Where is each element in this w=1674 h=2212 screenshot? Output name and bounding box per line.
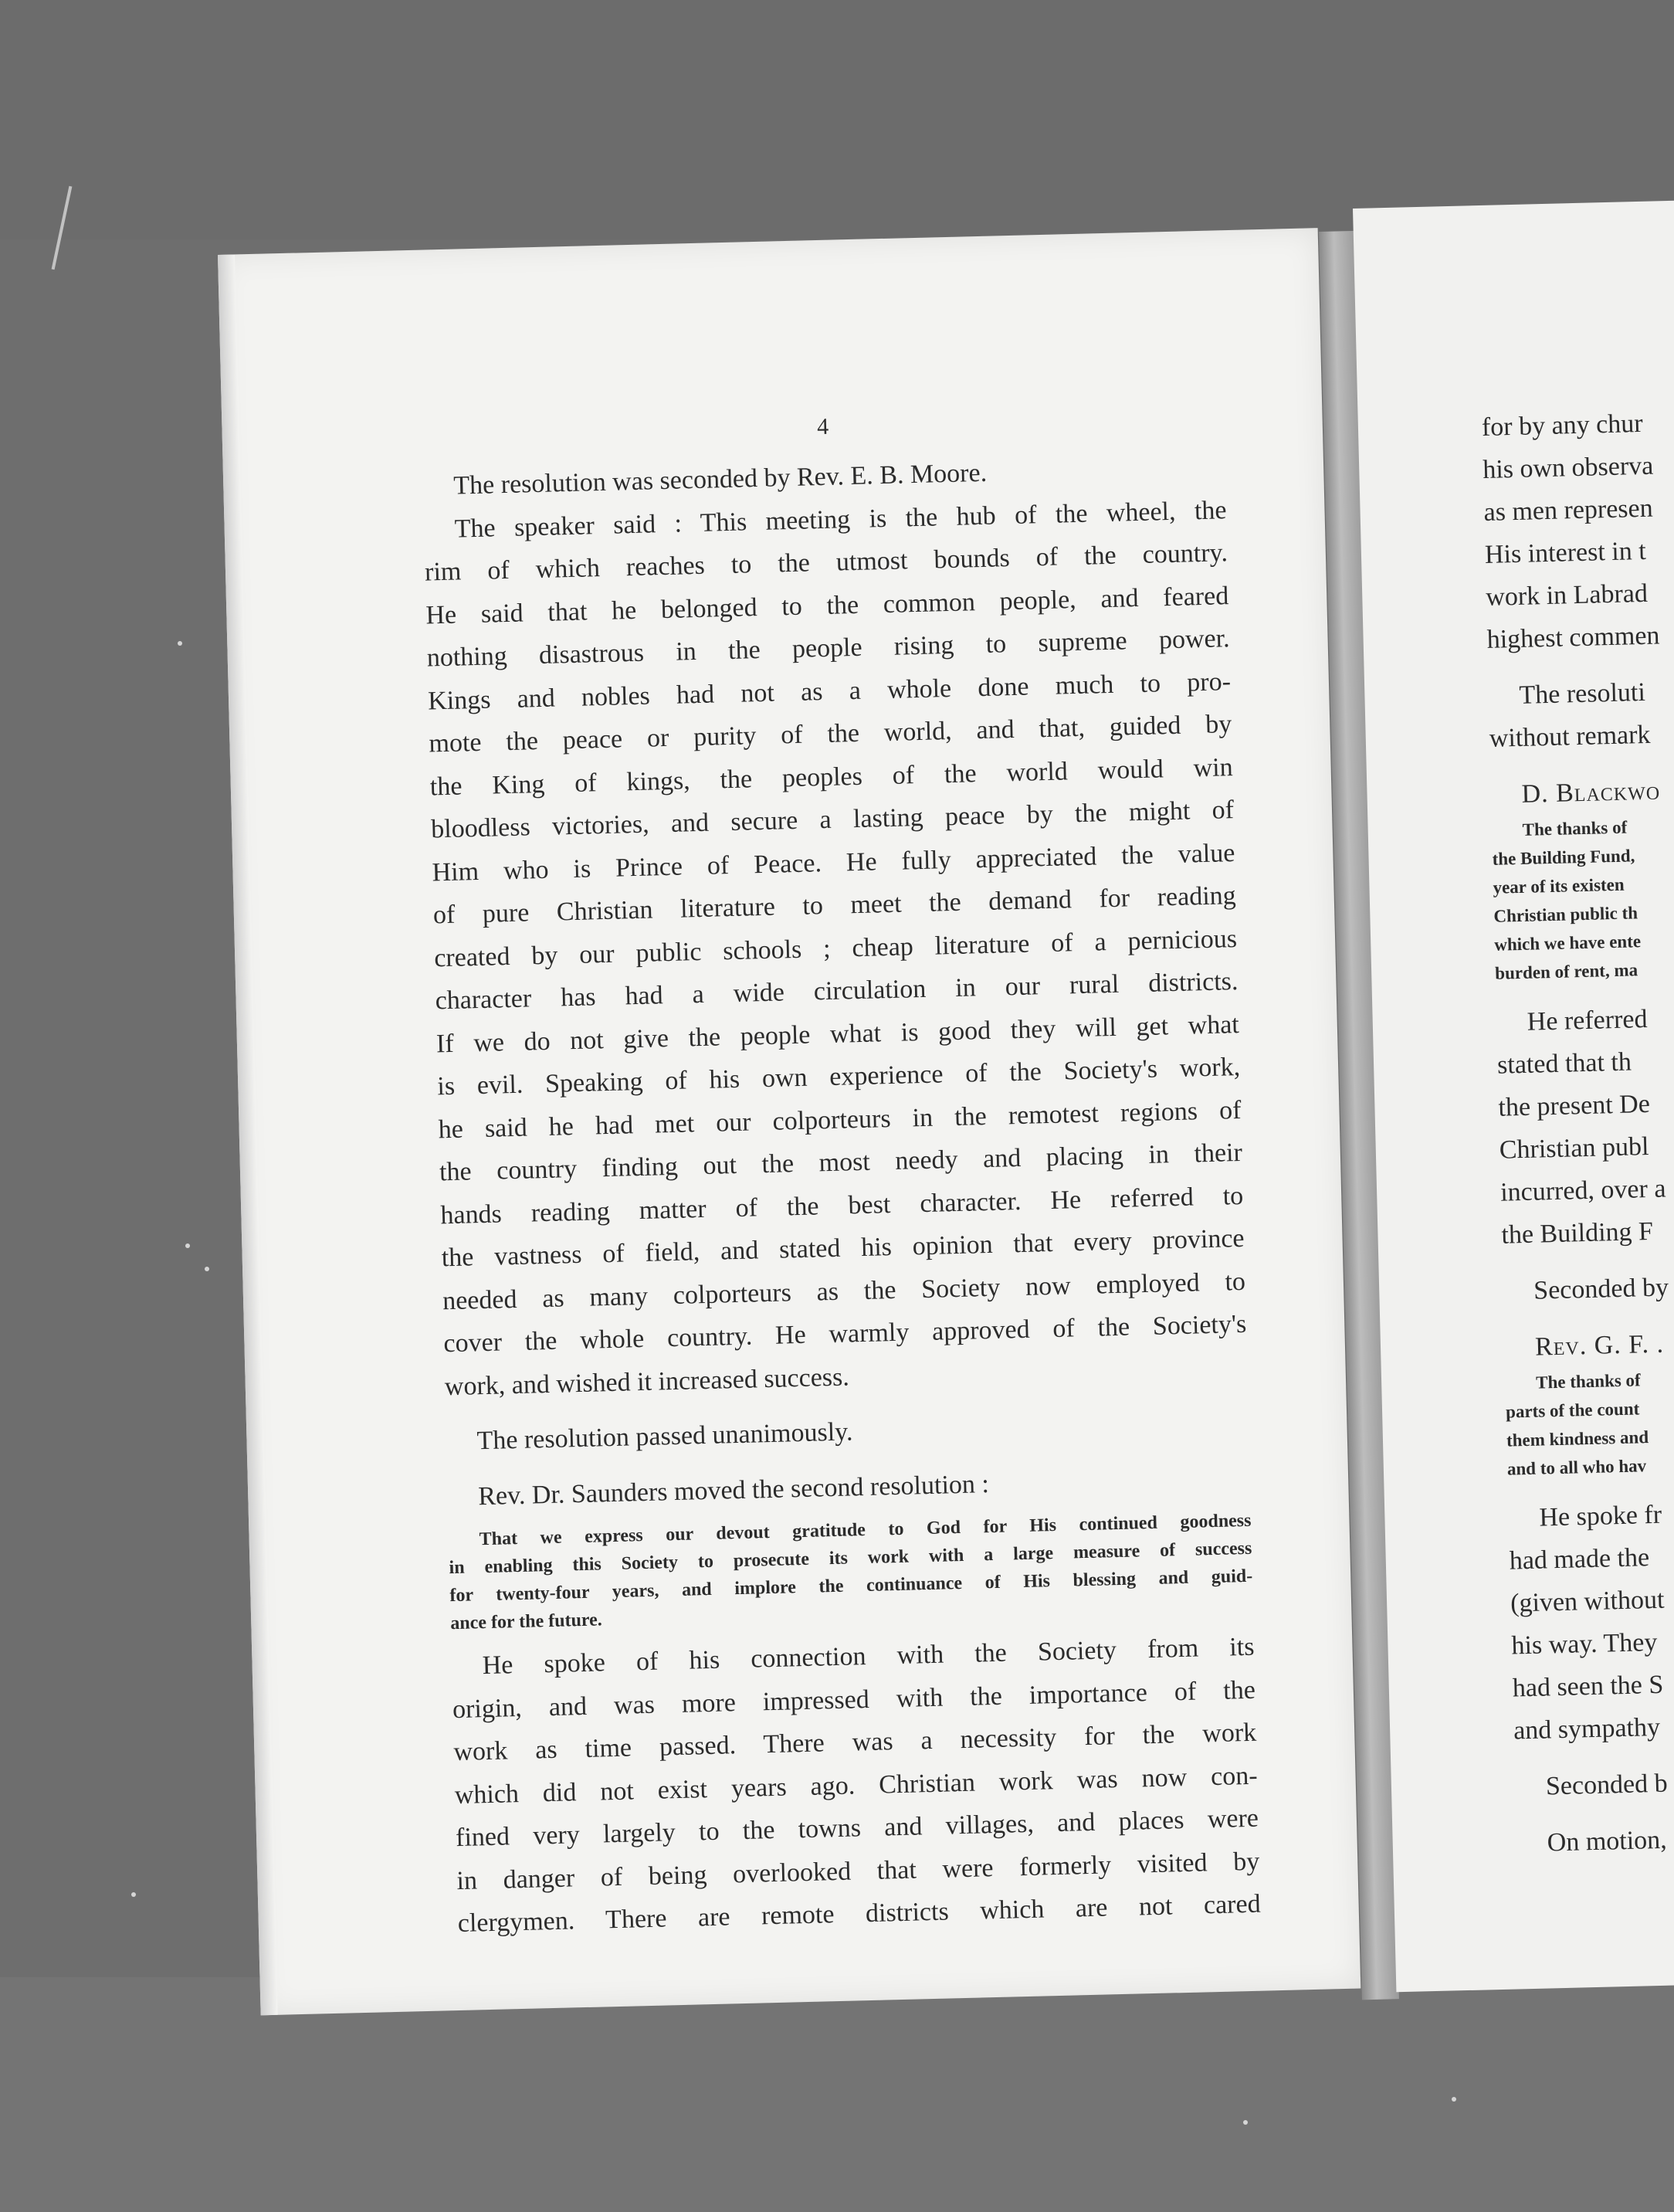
- text-line: His interest in t: [1484, 536, 1647, 569]
- left-page: [218, 228, 1361, 2015]
- text-line: cover the whole country. He warmly approved of the Society's: [443, 1309, 1247, 1359]
- text-line: He spoke fr: [1539, 1500, 1662, 1532]
- text-line: and to all who hav: [1506, 1456, 1647, 1479]
- text-line: He said that he belonged to the common people, and feared: [425, 581, 1229, 630]
- text-line: for by any chur: [1481, 409, 1644, 442]
- text-line: highest commen: [1486, 621, 1660, 654]
- text-line: work in Labrad: [1485, 578, 1649, 612]
- text-line: Seconded by: [1533, 1273, 1669, 1305]
- scanner-background-top: [0, 0, 1674, 239]
- text-line: his own observa: [1482, 451, 1654, 484]
- text-line: The thanks of: [1522, 817, 1628, 840]
- text-line: D. Blackwo: [1521, 776, 1661, 809]
- text-line: On motion,: [1547, 1825, 1668, 1857]
- text-line: The thanks of: [1535, 1370, 1641, 1393]
- left-page-text: [421, 404, 1261, 1945]
- text-line: the Building F: [1501, 1216, 1654, 1250]
- right-page-text: [1481, 399, 1674, 1865]
- text-line: and sympathy: [1513, 1712, 1661, 1746]
- right-page: [1353, 200, 1674, 1993]
- scanner-background-bottom: [0, 1977, 1674, 2212]
- paragraph-second-resolution: Rev. Dr. Saunders moved the second resolution :: [477, 1469, 990, 1511]
- text-line: the country finding out the most needy and placing in their: [439, 1138, 1243, 1187]
- text-line: year of its existen: [1493, 874, 1625, 897]
- text-line: as men represen: [1483, 494, 1654, 527]
- text-line: in danger of being overlooked that were formerly visited by: [456, 1847, 1260, 1895]
- text-line: parts of the count: [1505, 1399, 1640, 1422]
- text-line: the King of kings, the peoples of the world would win: [429, 752, 1234, 801]
- text-line: for twenty-four years, and implore the continuance of His blessing and guid-: [449, 1566, 1253, 1606]
- text-line: bloodless victories, and secure a lasting peace by the might of: [430, 796, 1235, 844]
- dust-speck: [205, 1267, 209, 1271]
- text-line: That we express our devout gratitude to God for His continued goodness: [479, 1510, 1252, 1550]
- text-line: work, and wished it increased success.: [444, 1362, 850, 1401]
- text-line: is evil. Speaking of his own experience of the Society's work,: [436, 1052, 1241, 1101]
- text-line: needed as many colporteurs as the Society now employed to: [442, 1267, 1246, 1315]
- text-line: He spoke of his connection with the Society from its: [482, 1632, 1255, 1681]
- text-line: the Building Fund,: [1492, 846, 1635, 869]
- text-line: burden of rent, ma: [1494, 960, 1638, 983]
- text-line: had made the: [1509, 1543, 1650, 1576]
- text-line: character has had a wide circulation in our rural districts.: [435, 967, 1239, 1016]
- text-line: Kings and nobles had not as a whole done much to pro-: [427, 667, 1232, 716]
- text-line: of pure Christian literature to meet the demand for reading: [432, 881, 1237, 930]
- text-line: in enabling this Society to prosecute its work with a large measure of success: [449, 1538, 1252, 1579]
- text-line: them kindness and: [1506, 1427, 1649, 1450]
- paragraph-connection: [451, 1626, 1261, 1946]
- text-line: The resolution was seconded by Rev. E. B. Moore.: [452, 458, 988, 500]
- text-line: created by our public schools ; cheap literature of a pernicious: [433, 924, 1238, 972]
- text-line: the present De: [1498, 1089, 1651, 1122]
- text-line: If we do not give the people what is good they will get what: [435, 1009, 1240, 1058]
- text-line: The speaker said : This meeting is the hub of the wheel, the: [454, 495, 1227, 544]
- text-line: clergymen. There are remote districts which are not cared: [457, 1889, 1262, 1939]
- dust-speck: [131, 1892, 136, 1897]
- text-line: his way. They: [1511, 1627, 1658, 1661]
- text-line: Him who is Prince of Peace. He fully appreciated the value: [432, 838, 1235, 887]
- text-line: origin, and was more impressed with the importance of the: [452, 1675, 1256, 1724]
- text-line: work as time passed. There was a necessity for the work: [453, 1718, 1257, 1767]
- text-line: hands reading matter of the best character. He referred to: [440, 1181, 1244, 1230]
- text-line: without remark: [1489, 720, 1651, 753]
- text-line: Christian publ: [1499, 1132, 1649, 1165]
- paragraph-passed: The resolution passed unanimously.: [476, 1417, 853, 1456]
- text-line: nothing disastrous in the people rising to supreme power.: [426, 624, 1230, 673]
- dust-speck: [178, 641, 182, 646]
- text-line: mote the peace or purity of the world, and that, guided by: [429, 710, 1232, 758]
- text-line: Christian public th: [1493, 903, 1638, 926]
- text-line: (given without: [1510, 1585, 1665, 1618]
- text-line: had seen the S: [1512, 1670, 1664, 1703]
- text-line: incurred, over a: [1499, 1174, 1666, 1207]
- text-line: fined very largely to the towns and villages, and places were: [455, 1803, 1259, 1853]
- page-number: 4: [816, 413, 829, 440]
- text-line: ance for the future.: [450, 1610, 603, 1634]
- text-line: Seconded b: [1545, 1769, 1669, 1801]
- text-line: he said he had met our colporteurs in the remotest regions of: [438, 1095, 1242, 1144]
- dust-speck: [185, 1243, 190, 1248]
- paragraph-speaker: [423, 489, 1248, 1409]
- text-line: stated that th: [1496, 1047, 1632, 1080]
- text-line: Rev. G. F. .: [1534, 1329, 1665, 1362]
- dust-speck: [1243, 2120, 1248, 2125]
- text-line: rim of which reaches to the utmost bounds of the country.: [424, 538, 1228, 587]
- text-line: the vastness of field, and stated his opinion that every province: [441, 1223, 1245, 1273]
- text-line: which did not exist years ago. Christian work was now con-: [454, 1761, 1258, 1810]
- text-line: which we have ente: [1494, 931, 1642, 955]
- resolution-text: [448, 1507, 1253, 1637]
- dust-speck: [1452, 2097, 1456, 2102]
- text-line: He referred: [1527, 1004, 1648, 1036]
- text-line: The resoluti: [1519, 677, 1646, 710]
